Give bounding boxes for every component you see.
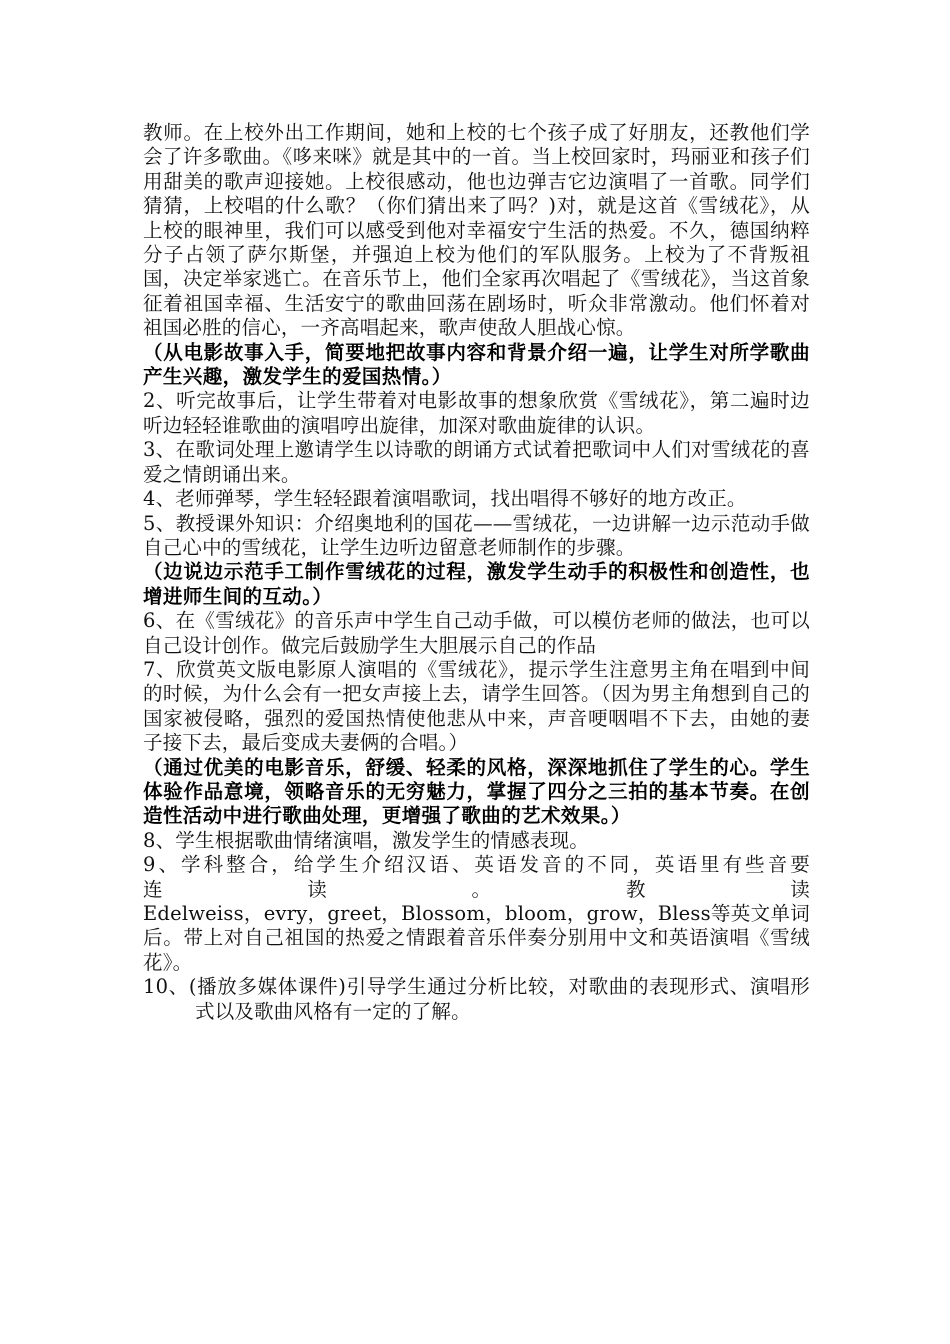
step-9-line-1: 9、学科整合，给学生介绍汉语、英语发音的不同，英语里有些音要 连 读 。 教 读	[143, 853, 889, 901]
step-2: 2、听完故事后，让学生带着对电影故事的想象欣赏《雪绒花》，第二遍时边听边轻轻谁歌曲的演唱哼出旋律，加深对歌曲旋律的认识。	[143, 389, 810, 437]
teaching-note-2: （边说边示范手工制作雪绒花的过程，激发学生动手的积极性和创造性，也增进师生间的互动。）	[143, 560, 810, 608]
step-7: 7、欣赏英文版电影原人演唱的《雪绒花》，提示学生注意男主角在唱到中间的时候，为什么会有一把女声接上去，请学生回答。（因为男主角想到自己的国家被侵略，强烈的爱国热情使他悲从中来，声音哽咽唱不下去，由她的妻子接下去，最后变成夫妻俩的合唱。）	[143, 657, 810, 755]
step-3: 3、在歌词处理上邀请学生以诗歌的朗诵方式试着把歌词中人们对雪绒花的喜爱之情朗诵出来。	[143, 438, 810, 486]
teaching-note-1: （从电影故事入手，简要地把故事内容和背景介绍一遍，让学生对所学歌曲产生兴趣，激发学生的爱国热情。）	[143, 340, 810, 389]
step-5: 5、教授课外知识：介绍奥地利的国花——雪绒花，一边讲解一边示范动手做自己心中的雪绒花，让学生边听边留意老师制作的步骤。	[143, 511, 810, 559]
step-4: 4、老师弹琴，学生轻轻跟着演唱歌词，找出唱得不够好的地方改正。	[143, 487, 747, 511]
teaching-note-3: （通过优美的电影音乐，舒缓、轻柔的风格，深深地抓住了学生的心。学生体验作品意境，领略音乐的无穷魅力，掌握了四分之三拍的基本节奏。在创造性活动中进行歌曲处理，更增强了歌曲的艺术效果。）	[143, 755, 810, 828]
step-8: 8、学生根据歌曲情绪演唱，激发学生的情感表现。	[143, 828, 590, 852]
step-10: 10、(播放多媒体课件)引导学生通过分析比较，对歌曲的表现形式、演唱形式以及歌曲风格有一定的了解。	[143, 975, 810, 1023]
story-paragraph: 教师。在上校外出工作期间，她和上校的七个孩子成了好朋友，还教他们学会了许多歌曲。《哆来咪》就是其中的一首。当上校回家时，玛丽亚和孩子们用甜美的歌声迎接她。上校很感动，他也边弹吉它边演唱了一首歌。同学们猜猜，上校唱的什么歌？（你们猜出来了吗？)对，就是这首《雪绒花》，从上校的眼神里，我们可以感受到他对幸福安宁生活的热爱。不久，德国纳粹分子占领了萨尔斯堡，并强迫上校为他们的军队服务。上校为了不背叛祖国，决定举家逃亡。在音乐节上，他们全家再次唱起了《雪绒花》，当这首象征着祖国幸福、生活安宁的歌曲回荡在剧场时，听众非常激动。他们怀着对祖国必胜的信心，一齐高唱起来，歌声使敌人胆战心惊。	[143, 121, 810, 340]
step-9-line-2: Edelweiss，evry，greet，Blossom，bloom，grow，Bless等英文单词后。带上对自己祖国的热爱之情跟着音乐伴奏分别用中文和英语演唱《雪绒花》。	[143, 902, 810, 974]
document-body	[143, 121, 889, 1024]
step-6: 6、在《雪绒花》的音乐声中学生自己动手做，可以模仿老师的做法，也可以自己设计创作。做完后鼓励学生大胆展示自己的作品	[143, 609, 810, 657]
